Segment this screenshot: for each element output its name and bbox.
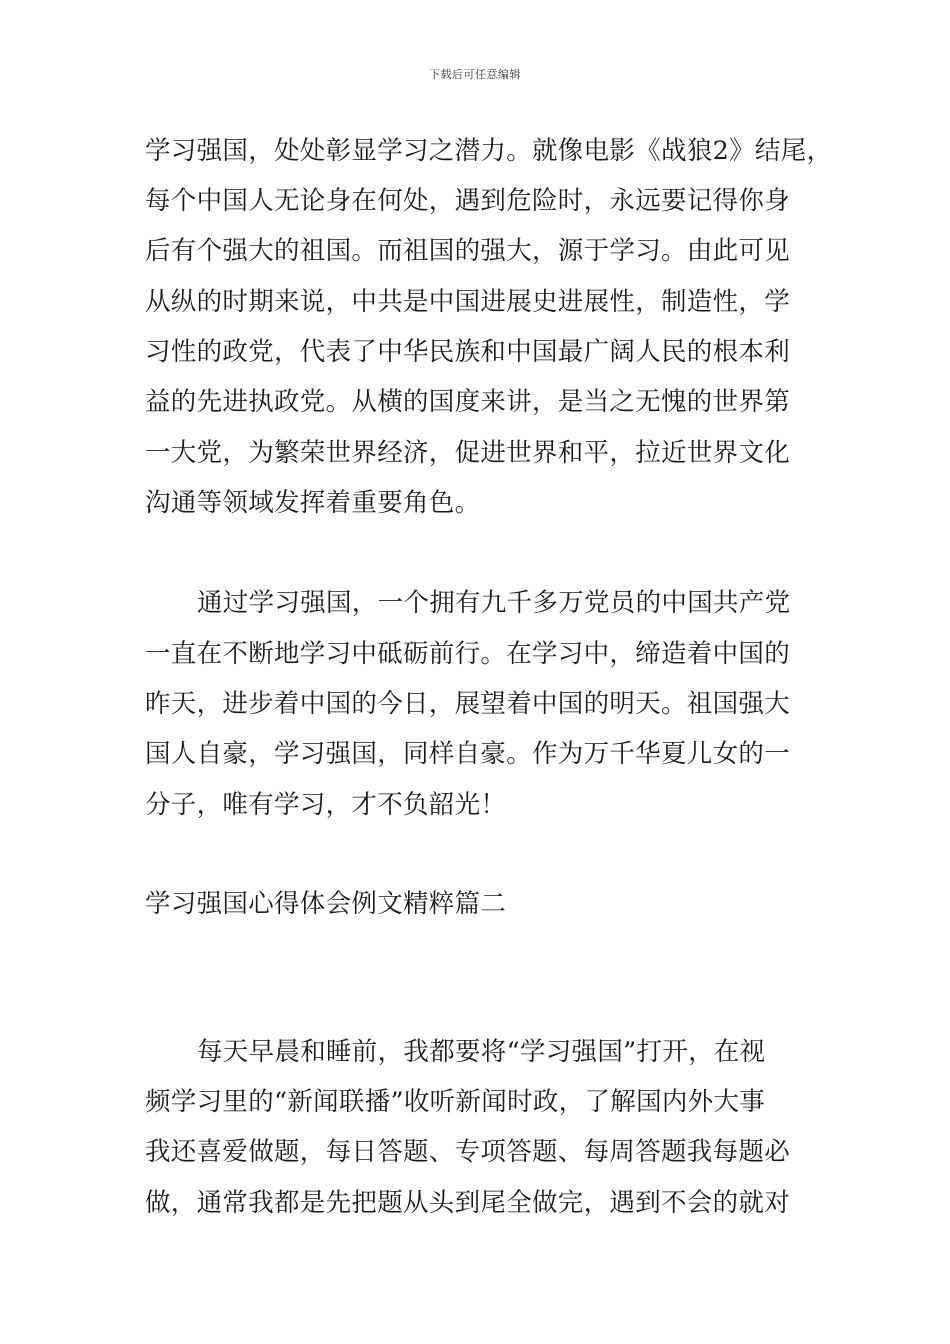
paragraph-1-line: 沟通等领域发挥着重要角色。	[145, 488, 481, 518]
paragraph-1-line: 益的先进执政党。从横的国度来讲，是当之无愧的世界第	[145, 387, 791, 417]
paragraph-1-line: 从纵的时期来说，中共是中国进展史进展性，制造性，学	[145, 287, 791, 317]
paragraph-1-line: 习性的政党，代表了中华民族和中国最广阔人民的根本利	[145, 337, 791, 367]
paragraph-1-line: 每个中国人无论身在何处，遇到危险时，永远要记得你身	[145, 186, 791, 216]
paragraph-2-line: 昨天，进步着中国的今日，展望着中国的明天。祖国强大	[145, 689, 791, 719]
paragraph-3-line: 我还喜爱做题，每日答题、专项答题、每周答题我每题必	[145, 1137, 791, 1167]
paragraph-1-line: 后有个强大的祖国。而祖国的强大，源于学习。由此可见	[145, 236, 791, 266]
paragraph-3-line: 做，通常我都是先把题从头到尾全做完，遇到不会的就对	[145, 1188, 791, 1218]
paragraph-2-line: 分子，唯有学习，才不负韶光！	[145, 790, 507, 820]
paragraph-2-line: 国人自豪，学习强国，同样自豪。作为万千华夏儿女的一	[145, 739, 791, 769]
paragraph-3-line: 每天早晨和睡前，我都要将“学习强国”打开，在视	[197, 1037, 766, 1067]
paragraph-1-line: 一大党，为繁荣世界经济，促进世界和平，拉近世界文化	[145, 438, 791, 468]
paragraph-3-line: 频学习里的“新闻联播”收听新闻时政，了解国内外大事	[145, 1087, 766, 1117]
paragraph-2-line: 一直在不断地学习中砥砺前行。在学习中，缔造着中国的	[145, 639, 791, 669]
paragraph-1-line: 学习强国，处处彰显学习之潜力。就像电影《战狼2》结尾，	[145, 136, 833, 166]
paragraph-2-line: 通过学习强国，一个拥有九千多万党员的中国共产党	[197, 588, 791, 618]
page-header: 下载后可任意编辑	[429, 68, 521, 81]
section-title: 学习强国心得体会例文精粹篇二	[145, 889, 507, 919]
